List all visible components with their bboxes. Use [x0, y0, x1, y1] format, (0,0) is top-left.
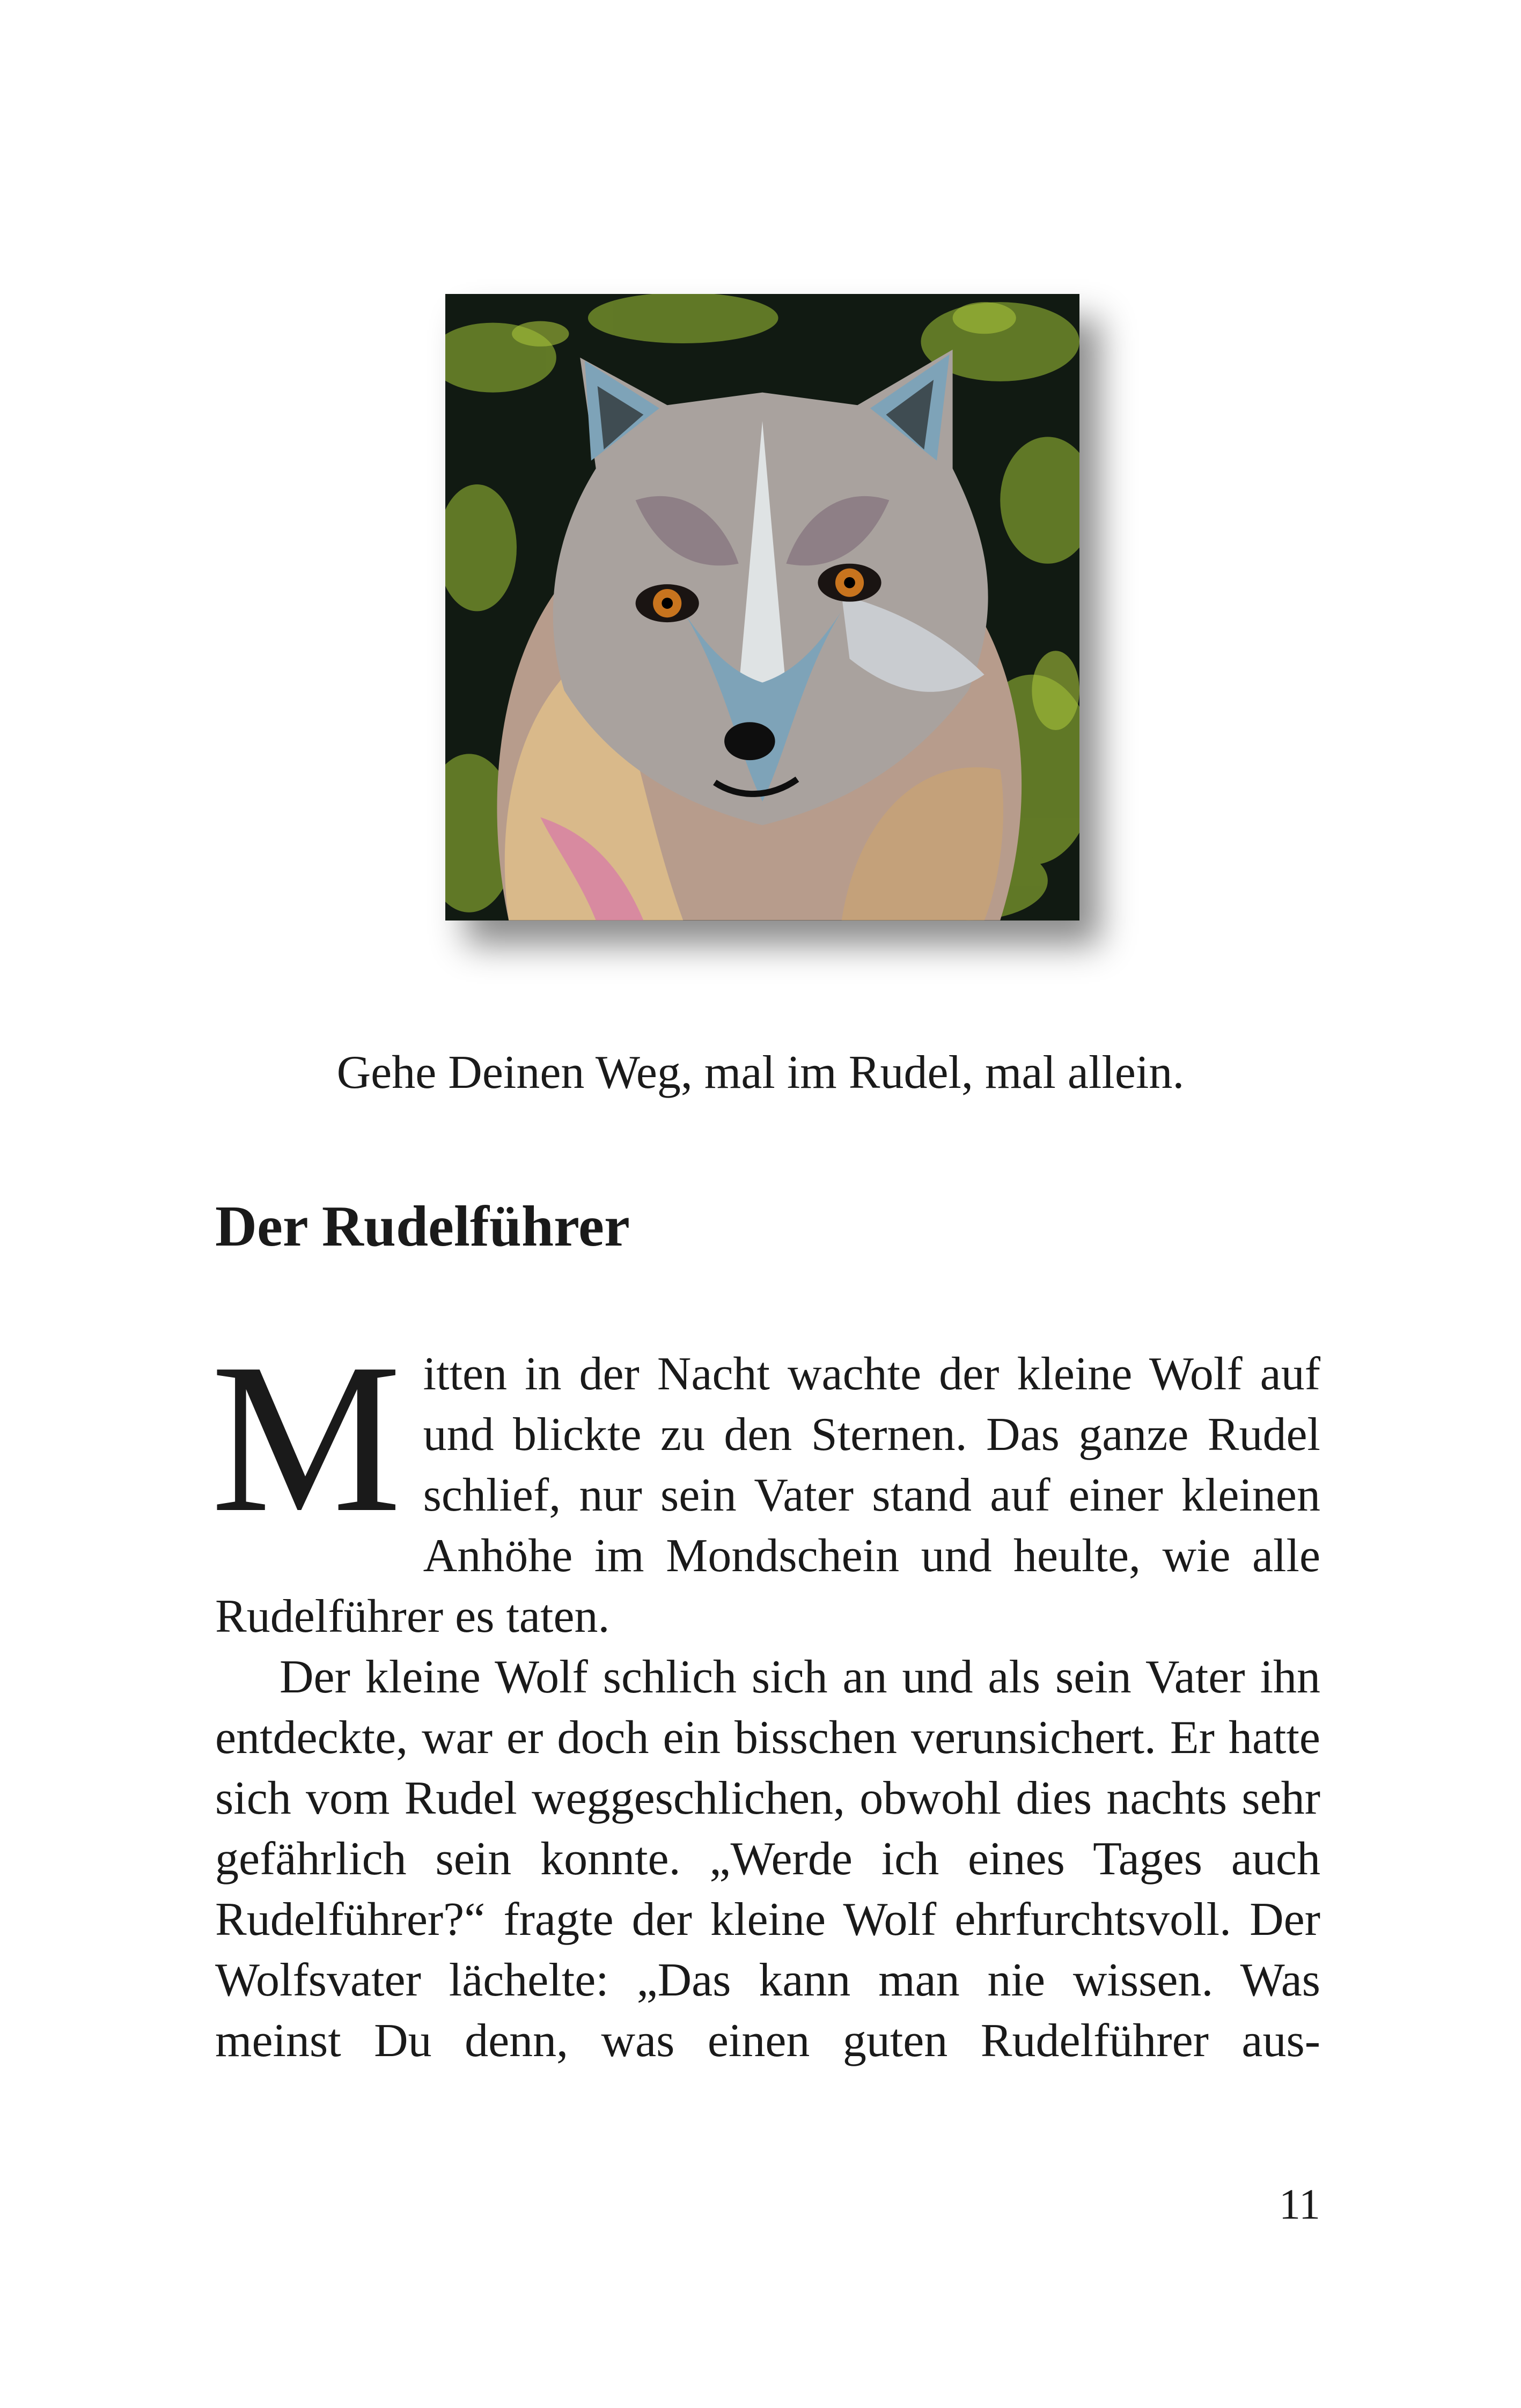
page-number: 11: [1278, 2181, 1320, 2228]
story-text: [211, 1319, 1320, 2071]
wolf-painting-image: [445, 294, 1079, 921]
paragraph-1-text: itten in der Nacht wachte der kleine Wolf auf und blickte zu den Sternen. Das ganze Rudel schlief, nur sein Vater stand auf einer kleinen Anhöhe im Mondschein und heulte, wie alle Rudelführer es taten.: [215, 1348, 1320, 1643]
chapter-heading: Der Rudelführer: [215, 1195, 630, 1258]
paragraph-2: Der kleine Wolf schlich sich an und als sein Vater ihn entdeckte, war er doch ein bisschen verunsichert. Er hatte sich vom Rudel weggeschlichen, obwohl dies nachts sehr gefährlich sein konnte. „Werde ich eines Tages auch Rudelführer?“ fragte der kleine Wolf ehrfurchtsvoll. Der Wolfsvater lächelte: „Das kann man nie wissen. Was meinst Du denn, was einen guten Rudelführer aus-: [215, 1651, 1320, 2067]
wolf-illustration: [445, 294, 1079, 921]
drop-cap: M: [211, 1319, 402, 1557]
paragraph-1: [211, 1319, 1320, 1647]
illustration-caption: Gehe Deinen Weg, mal im Rudel, mal allein.: [336, 1047, 1185, 1099]
